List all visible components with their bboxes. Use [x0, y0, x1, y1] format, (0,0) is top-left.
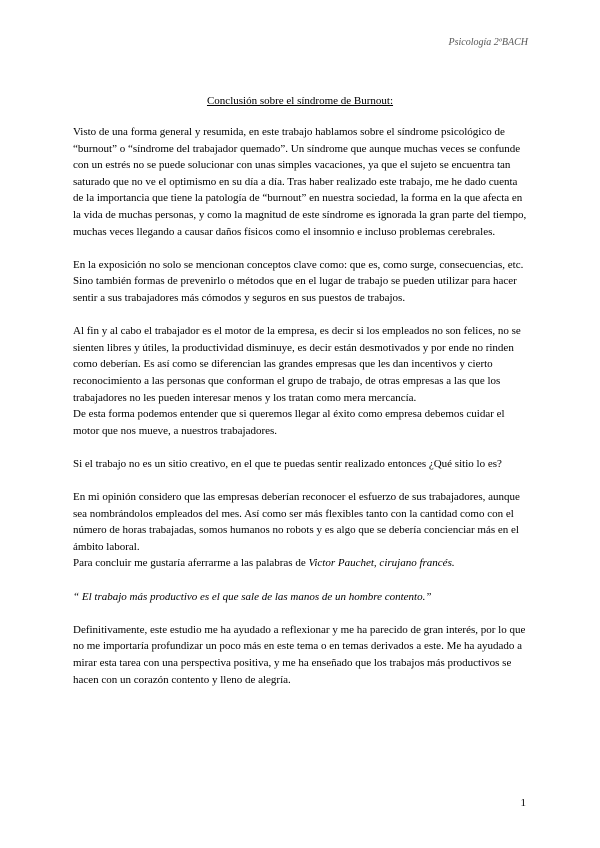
quote-author: Victor Pauchet, cirujano francés.: [308, 557, 455, 570]
quote: “ El trabajo más productivo es el que sale de las manos de un hombre contento.”: [73, 590, 432, 603]
running-header: Psicología 2ºBACH: [448, 37, 528, 48]
conclusion-intro-text: Para concluir me gustaría aferrarme a las palabras de: [73, 557, 309, 570]
paragraph-final: Definitivamente, este estudio me ha ayudado a reflexionar y me ha parecido de gran interés, por lo que no me importaría profundizar un poco más en este tema o en temas derivados a este. Me ha ayudado a mirar esta tarea con una perspectiva positiva, y me ha enseñado que los trabajos más productivos se hacen con un corazón contento y lleno de alegría.: [73, 623, 526, 686]
page-number: 1: [520, 797, 526, 809]
document-body: [73, 124, 528, 705]
paragraph-intro: Visto de una forma general y resumida, en este trabajo hablamos sobre el síndrome psicológico de “burnout” o “síndrome del trabajador quemado”. Un síndrome que aunque muchas veces se confunde con un estrés no se puede solucionar con unas simples vacaciones, ya que el sujeto se encuentra tan saturado que no ve el optimismo en su día a día. Tras haber realizado este trabajo, me he dado cuenta de la importancia que tiene la patología de “burnout” en nuestra sociedad, la forma en la que afecta en la vida de muchas personas, y como la magnitud de este síndrome es ignorada la gran parte del tiempo, muchas veces llegando a causar daños físicos como el insomnio e incluso problemas cerebrales.: [73, 126, 527, 238]
paragraph-conclusion-intro: [73, 555, 528, 572]
document-title: Conclusión sobre el síndrome de Burnout:: [206, 95, 394, 107]
paragraph-exposition: En la exposición no solo se mencionan conceptos clave como: que es, como surge, consecuencias, etc. Sino también formas de prevenirlo o métodos que en el lugar de trabajo se pueden utilizar para hacer sentir a sus trabajadores más cómodos y seguros en sus puestos de trabajos.: [73, 258, 524, 304]
paragraph-question: Si el trabajo no es un sitio creativo, en el que te puedas sentir realizado entonces ¿Qué sitio lo es?: [73, 457, 502, 470]
paragraph-success: De esta forma podemos entender que si queremos llegar al éxito como empresa debemos cuidar el motor que nos mueve, a nuestros trabajadores.: [73, 408, 505, 437]
paragraph-motor: Al fin y al cabo el trabajador es el motor de la empresa, es decir si los empleados no son felices, no se sienten libres y útiles, la productividad disminuye, es decir están desmotivados y por ende no rinden como deberían. Es así como se diferencian las grandes empresas que les dan incentivos y cierto reconocimiento a las personas que conforman el grupo de trabajo, de otras empresas a las que los trabajadores no les pueden interesar menos y los tratan como mera mercancía.: [73, 325, 521, 404]
paragraph-opinion: En mi opinión considero que las empresas deberían reconocer el esfuerzo de sus trabajadores, aunque sea nombrándolos empleados del mes. Así como ser más flexibles tanto con la cantidad como con el número de horas trabajadas, somos humanos no robots y es algo que se debería concienciar más en el ámbito laboral.: [73, 491, 520, 553]
